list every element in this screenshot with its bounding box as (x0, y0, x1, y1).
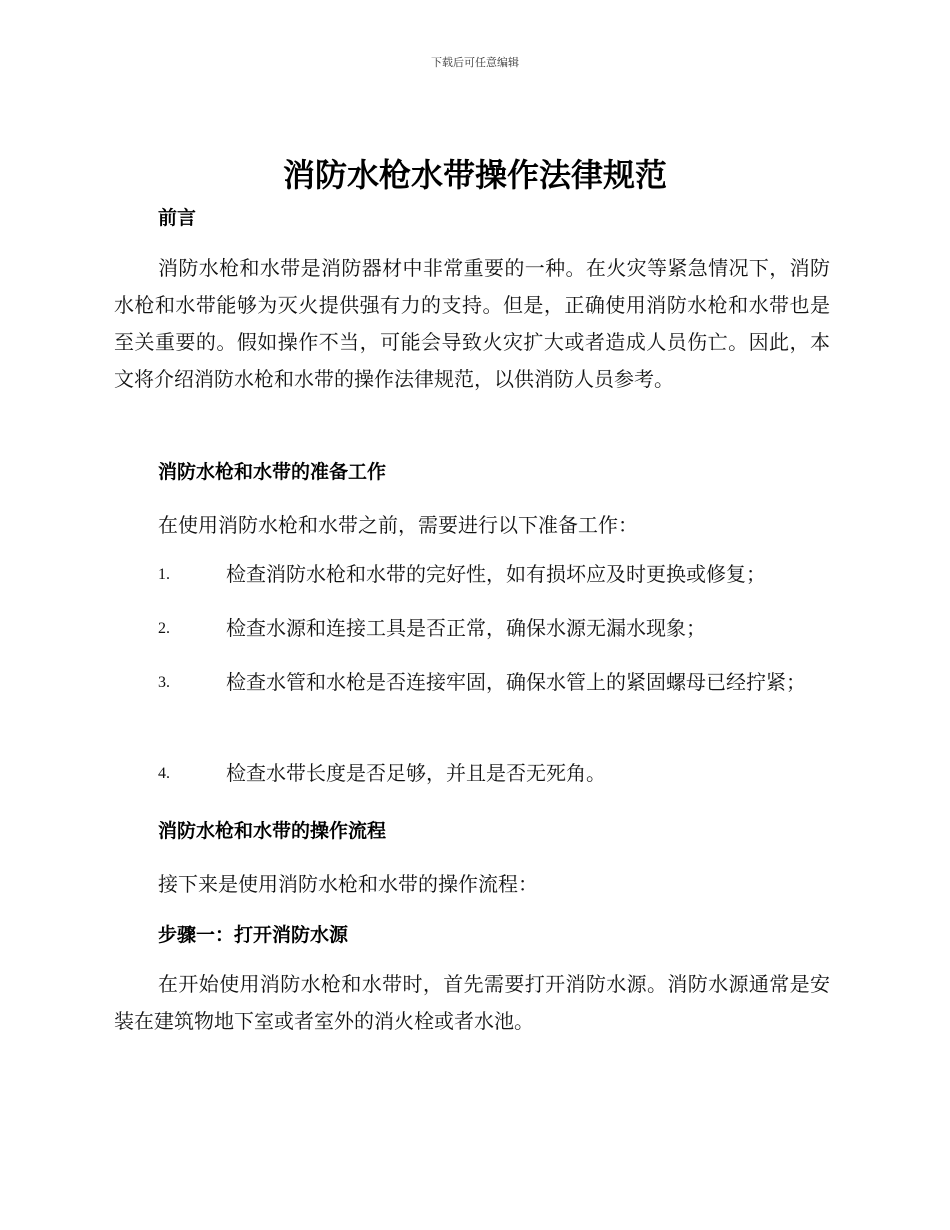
step1-paragraph: 在开始使用消防水枪和水带时，首先需要打开消防水源。消防水源通常是安装在建筑物地下室或者室外的消火栓或者水池。 (114, 972, 830, 1033)
prep-heading: 消防水枪和水带的准备工作 (158, 461, 387, 483)
list-item-number: 3. (158, 674, 170, 691)
preface-heading: 前言 (158, 207, 197, 229)
list-item (114, 556, 830, 593)
process-heading: 消防水枪和水带的操作流程 (158, 820, 387, 842)
list-item (114, 664, 830, 701)
step1-heading: 步骤一：打开消防水源 (158, 924, 349, 946)
list-item-number: 4. (158, 765, 170, 782)
list-item-text: 检查消防水枪和水带的完好性，如有损坏应及时更换或修复； (226, 562, 766, 586)
list-item (114, 755, 830, 792)
preface-paragraph: 消防水枪和水带是消防器材中非常重要的一种。在火灾等紧急情况下，消防水枪和水带能够为灭火提供强有力的支持。但是，正确使用消防水枪和水带也是至关重要的。假如操作不当，可能会导致火灾扩大或者造成人员伤亡。因此，本文将介绍消防水枪和水带的操作法律规范，以供消防人员参考。 (114, 256, 830, 391)
list-item-number: 2. (158, 620, 170, 637)
page-header: 下载后可任意编辑 (431, 56, 519, 69)
list-item (114, 610, 830, 647)
list-item-text: 检查水源和连接工具是否正常，确保水源无漏水现象； (226, 616, 706, 640)
process-intro: 接下来是使用消防水枪和水带的操作流程： (158, 872, 538, 896)
list-item-text: 检查水带长度是否足够，并且是否无死角。 (226, 761, 606, 785)
list-item-text: 检查水管和水枪是否连接牢固，确保水管上的紧固螺母已经拧紧； (226, 670, 806, 694)
document-title: 消防水枪水带操作法律规范 (282, 156, 667, 194)
prep-intro: 在使用消防水枪和水带之前，需要进行以下准备工作： (158, 513, 638, 537)
list-item-number: 1. (158, 566, 170, 583)
